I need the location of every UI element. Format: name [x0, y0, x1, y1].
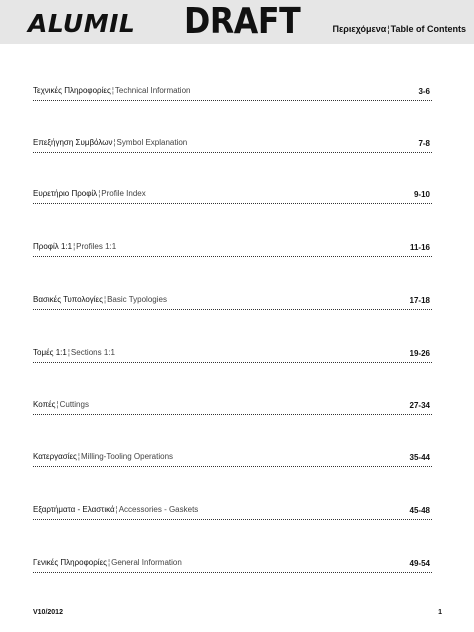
toc-entry-greek: Ευρετήριο Προφίλ	[33, 189, 98, 198]
alumil-logo: ALUMIL	[28, 9, 136, 38]
toc-entry-profile-index[interactable]	[33, 189, 432, 204]
toc-entry-greek: Γενικές Πληροφορίες	[33, 558, 108, 567]
toc-entry-english: Cuttings	[59, 400, 89, 409]
header-title	[333, 24, 466, 35]
toc-entry-label	[33, 138, 187, 148]
toc-entry-general-information[interactable]	[33, 558, 432, 573]
toc-entry-label	[33, 242, 116, 252]
page-header	[0, 0, 474, 44]
toc-entry-pages: 45-48	[409, 506, 430, 515]
toc-entry-separator: ¦	[111, 86, 114, 95]
toc-entry-pages: 17-18	[409, 296, 430, 305]
toc-entry-english: Profile Index	[101, 189, 146, 198]
toc-entry-basic-typologies[interactable]	[33, 295, 432, 310]
draft-stamp: DRAFT	[184, 1, 301, 42]
toc-entry-label	[33, 400, 89, 410]
toc-entry-label	[33, 348, 115, 358]
toc-entry-greek: Επεξήγηση Συμβόλων	[33, 138, 113, 147]
toc-entry-label	[33, 558, 182, 568]
toc-entry-english: Basic Typologies	[107, 295, 167, 304]
toc-entry-pages: 11-16	[409, 243, 430, 252]
toc-entry-separator: ¦	[115, 505, 118, 514]
toc-entry-greek: Βασικές Τυπολογίες	[33, 295, 103, 304]
toc-entry-symbol-explanation[interactable]	[33, 138, 432, 153]
footer-version: V10/2012	[33, 609, 63, 616]
toc-entry-greek: Τεχνικές Πληροφορίες	[33, 86, 111, 95]
header-title-english: Table of Contents	[390, 24, 466, 34]
toc-entry-label	[33, 189, 146, 199]
toc-entry-english: Accessories - Gaskets	[118, 505, 199, 514]
toc-entry-milling-tooling-operations[interactable]	[33, 452, 432, 467]
toc-entry-separator: ¦	[67, 348, 70, 357]
header-title-greek: Περιεχόμενα	[332, 24, 387, 34]
toc-entry-sections[interactable]	[33, 348, 432, 363]
toc-entry-separator: ¦	[56, 400, 59, 409]
toc-entry-label	[33, 452, 173, 462]
toc-entry-english: Symbol Explanation	[116, 138, 188, 147]
toc-entry-pages: 27-34	[409, 401, 430, 410]
toc-entry-greek: Προφίλ 1:1	[33, 242, 73, 251]
toc-entry-greek: Τομές 1:1	[33, 348, 67, 357]
footer-page-number: 1	[438, 609, 442, 616]
toc-entry-english: Technical Information	[114, 86, 191, 95]
toc-entry-english: Milling-Tooling Operations	[80, 452, 174, 461]
toc-entry-pages: 19-26	[409, 349, 430, 358]
toc-entry-pages: 3-6	[418, 87, 430, 96]
toc-entry-pages: 35-44	[409, 453, 430, 462]
toc-entry-pages: 7-8	[418, 139, 430, 148]
toc-entry-pages: 49-54	[409, 559, 430, 568]
toc-entry-greek: Κοπές	[33, 400, 56, 409]
header-title-separator: ¦	[387, 24, 390, 34]
toc-entry-greek: Εξαρτήματα - Ελαστικά	[33, 505, 115, 514]
toc-entry-accessories-gaskets[interactable]	[33, 505, 432, 520]
toc-entry-label	[33, 295, 167, 305]
toc-entry-pages: 9-10	[413, 190, 430, 199]
toc-entry-cuttings[interactable]	[33, 400, 432, 415]
toc-entry-separator: ¦	[108, 558, 111, 567]
toc-entry-english: Profiles 1:1	[76, 242, 117, 251]
toc-entry-separator: ¦	[77, 452, 80, 461]
toc-entry-english: Sections 1:1	[70, 348, 115, 357]
toc-entry-label	[33, 86, 190, 96]
toc-entry-separator: ¦	[73, 242, 76, 251]
toc-entry-separator: ¦	[113, 138, 116, 147]
toc-entry-profiles[interactable]	[33, 242, 432, 257]
toc-entry-english: General Information	[111, 558, 182, 567]
toc-entry-greek: Κατεργασίες	[33, 452, 77, 461]
toc-entry-label	[33, 505, 198, 515]
toc-entry-separator: ¦	[98, 189, 101, 198]
toc-entry-technical-information[interactable]	[33, 86, 432, 101]
toc-entry-separator: ¦	[103, 295, 107, 304]
